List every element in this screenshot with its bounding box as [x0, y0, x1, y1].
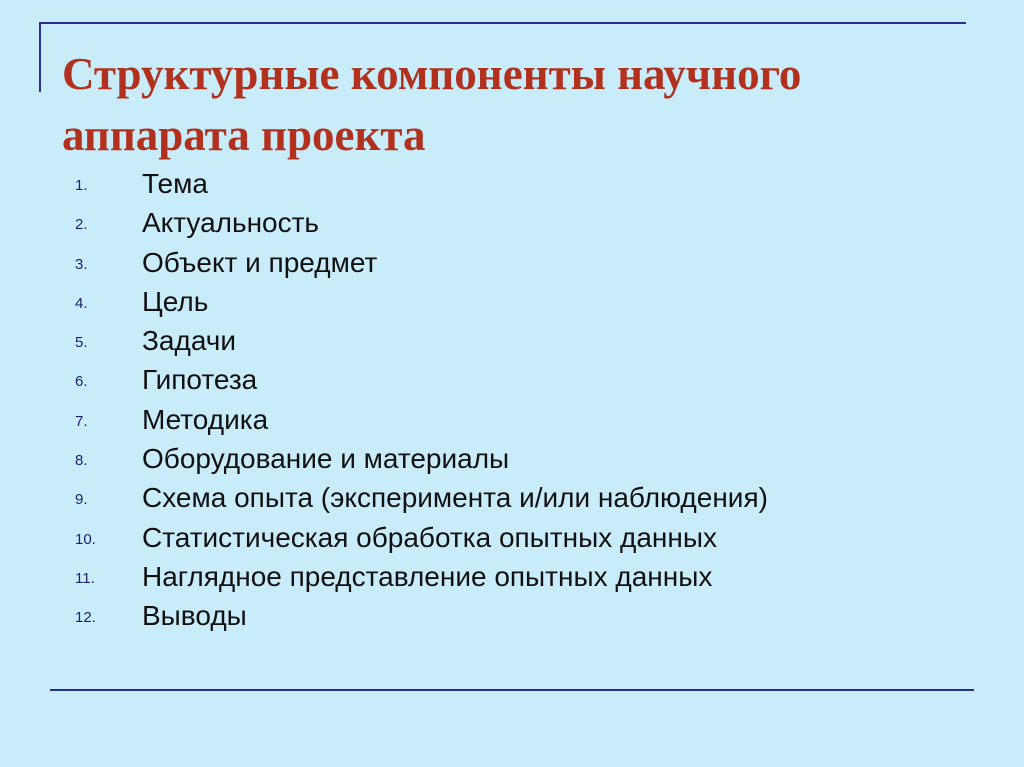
list-item-text: Методика: [142, 403, 269, 435]
left-divider: [39, 22, 41, 92]
list-item-text: Выводы: [142, 600, 247, 632]
title-line-1: Структурные компоненты научного: [62, 49, 802, 99]
list-item-number: 5.: [75, 334, 88, 352]
list-item-text: Статистическая обработка опытных данных: [142, 521, 717, 553]
top-divider: [40, 22, 966, 24]
list-item-number: 8.: [75, 452, 88, 470]
title-line-2: аппарата проекта: [62, 110, 426, 160]
list-item-text: Схема опыта (эксперимента и/или наблюдения): [142, 482, 768, 514]
list-item-text: Тема: [142, 168, 208, 199]
list-item-number: 11.: [75, 569, 95, 587]
list-item-number: 10.: [75, 530, 96, 548]
list-item-text: Актуальность: [142, 207, 320, 239]
list-item-number: 9.: [75, 491, 88, 509]
list-item-number: 12.: [75, 609, 96, 627]
list-item-number: 2.: [75, 216, 88, 234]
list-item-text: Объект и предмет: [142, 246, 378, 278]
list-item-number: 1.: [75, 177, 88, 194]
list-item-text: Наглядное представление опытных данных: [142, 560, 713, 592]
list-item-text: Оборудование и материалы: [142, 443, 510, 475]
list-item-number: 4.: [75, 294, 88, 312]
list-item-text: Гипотеза: [142, 364, 258, 396]
list-item-text: Цель: [142, 285, 209, 317]
slide-title: [62, 44, 982, 166]
list-item-number: 6.: [75, 373, 88, 391]
list-item-number: 7.: [75, 412, 88, 430]
list-item-text: Задачи: [142, 325, 237, 357]
list-item-number: 3.: [75, 255, 88, 273]
bottom-divider: [50, 689, 974, 691]
